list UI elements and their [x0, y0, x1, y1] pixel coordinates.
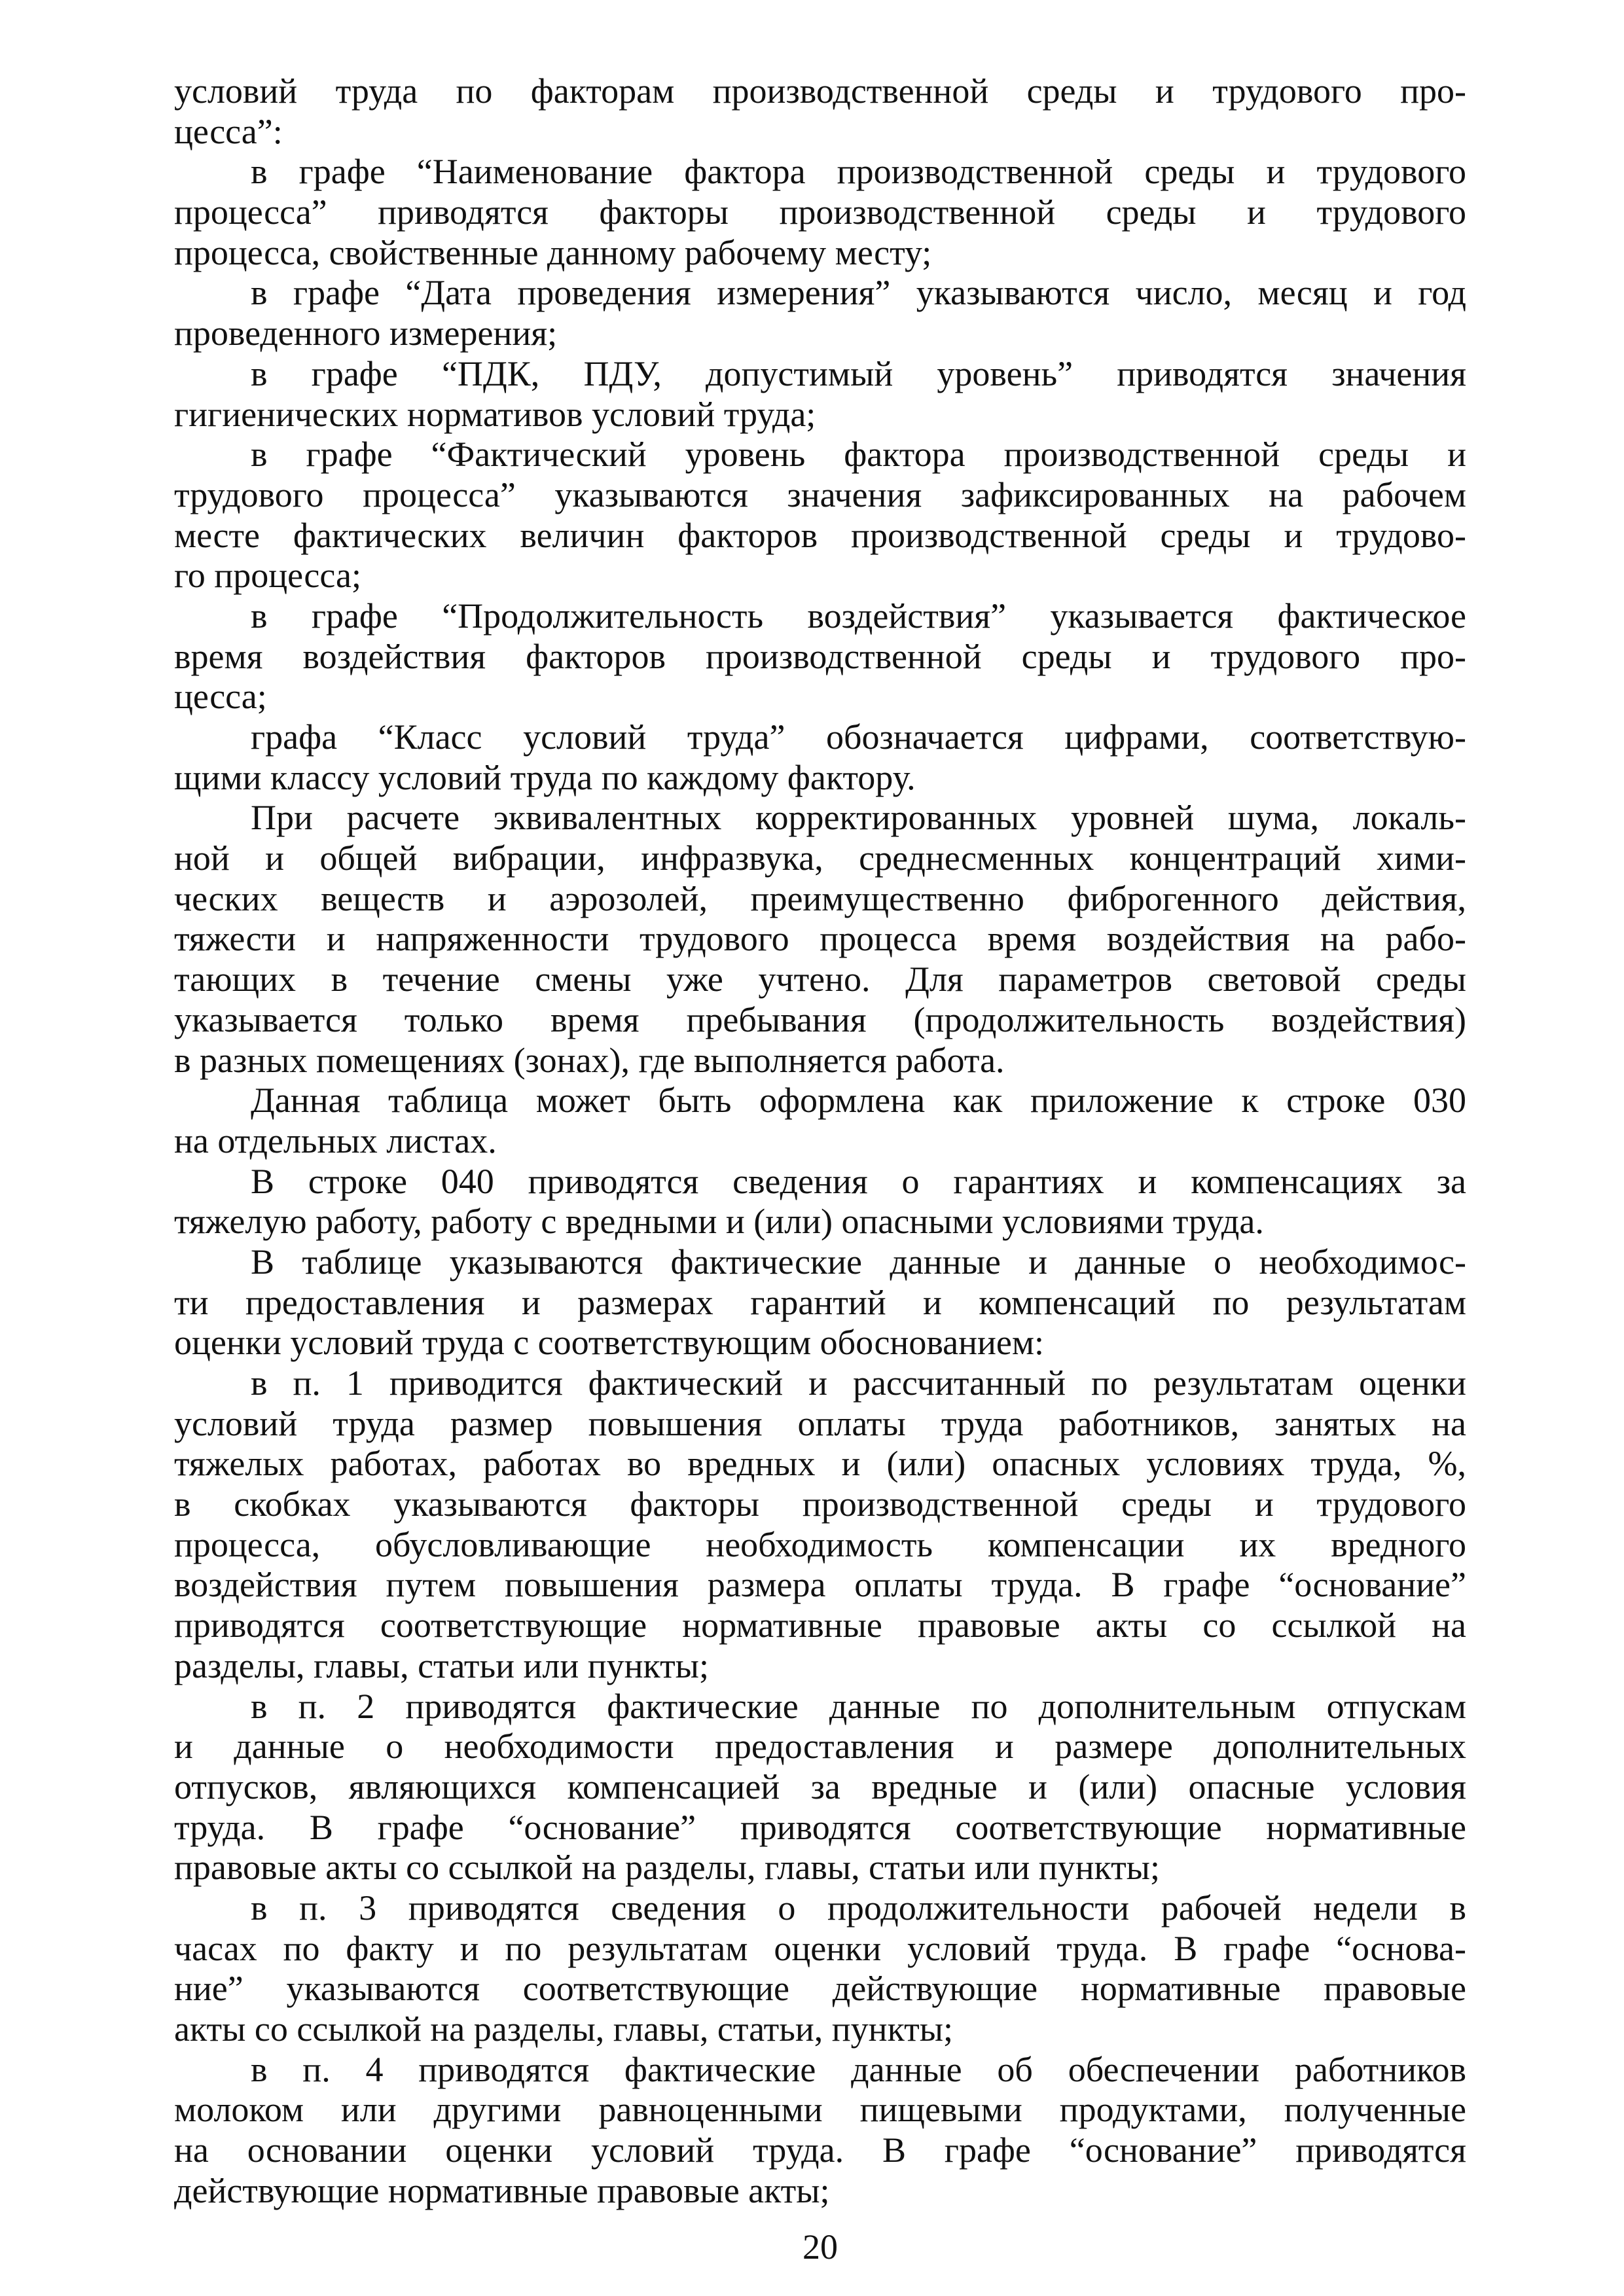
- text-line: в п. 1 приводится фактический и рассчитанный по результатам оценки: [251, 1363, 1466, 1403]
- text-line: тяжести и напряженности трудового процесса время воздействия на рабо-: [174, 919, 1466, 959]
- text-line: часах по факту и по результатам оценки условий труда. В графе “основа-: [174, 1928, 1466, 1968]
- paragraph: [174, 1888, 1466, 2050]
- text-line: проведенного измерения;: [174, 314, 558, 353]
- text-line: графа “Класс условий труда” обозначается цифрами, соответствую-: [251, 717, 1466, 757]
- paragraph: [174, 1081, 1466, 1161]
- text-line: в п. 3 приводятся сведения о продолжительности рабочей недели в: [251, 1888, 1466, 1928]
- text-line: процесса, обусловливающие необходимость компенсации их вредного: [174, 1524, 1466, 1564]
- text-line: При расчете эквивалентных корректированных уровней шума, локаль-: [251, 798, 1466, 838]
- paragraph: [174, 1687, 1466, 1888]
- text-line: условий труда по факторам производственной среды и трудового про-: [174, 71, 1466, 111]
- paragraph: [174, 1162, 1466, 1242]
- text-line: В строке 040 приводятся сведения о гарантиях и компенсациях за: [251, 1161, 1466, 1201]
- text-line: цесса”:: [174, 111, 283, 151]
- paragraph: [174, 798, 1466, 1081]
- body-text: [174, 71, 1466, 2211]
- text-line: щими классу условий труда по каждому фактору.: [174, 757, 916, 797]
- text-line: в скобках указываются факторы производственной среды и трудового: [174, 1484, 1466, 1524]
- text-line: гигиенических нормативов условий труда;: [174, 394, 816, 434]
- text-line: ческих веществ и аэрозолей, преимущественно фиброгенного действия,: [174, 878, 1466, 918]
- text-line: разделы, главы, статьи или пункты;: [174, 1645, 709, 1685]
- paragraph: [174, 273, 1466, 353]
- text-line: в графе “Дата проведения измерения” указываются число, месяц и год: [251, 273, 1466, 313]
- text-line: отпусков, являющихся компенсацией за вредные и (или) опасные условия: [174, 1767, 1466, 1806]
- text-line: в п. 2 приводятся фактические данные по дополнительным отпускам: [251, 1686, 1466, 1726]
- text-line: на отдельных листах.: [174, 1121, 497, 1160]
- paragraph: [174, 717, 1466, 798]
- paragraph: [174, 1242, 1466, 1363]
- text-line: ной и общей вибрации, инфразвука, среднесменных концентраций хими-: [174, 838, 1466, 878]
- text-line: в графе “Фактический уровень фактора производственной среды и: [251, 435, 1466, 475]
- text-line: правовые акты со ссылкой на разделы, главы, статьи или пункты;: [174, 1848, 1160, 1888]
- paragraph: [174, 1363, 1466, 1687]
- text-line: условий труда размер повышения оплаты труда работников, занятых на: [174, 1403, 1466, 1443]
- text-line: цесса;: [174, 677, 267, 717]
- text-line: в графе “Продолжительность воздействия” указывается фактическое: [251, 596, 1466, 636]
- text-line: оценки условий труда с соответствующим обоснованием:: [174, 1323, 1045, 1363]
- paragraph: [174, 152, 1466, 273]
- text-line: и данные о необходимости предоставления и размере дополнительных: [174, 1727, 1466, 1767]
- paragraph: [174, 435, 1466, 596]
- text-line: В таблице указываются фактические данные и данные о необходимос-: [251, 1242, 1466, 1282]
- text-line: на основании оценки условий труда. В графе “основание” приводятся: [174, 2130, 1466, 2170]
- text-line: в разных помещениях (зонах), где выполняется работа.: [174, 1040, 1005, 1080]
- text-line: указывается только время пребывания (продолжительность воздействия): [174, 999, 1466, 1039]
- text-line: процесса” приводятся факторы производственной среды и трудового: [174, 192, 1466, 232]
- paragraph: [174, 2050, 1466, 2212]
- text-line: ти предоставления и размерах гарантий и компенсаций по результатам: [174, 1282, 1466, 1322]
- text-line: месте фактических величин факторов производственной среды и трудово-: [174, 515, 1466, 555]
- text-line: в графе “Наименование фактора производственной среды и трудового: [251, 152, 1466, 192]
- text-line: воздействия путем повышения размера оплаты труда. В графе “основание”: [174, 1565, 1466, 1605]
- paragraph: [174, 354, 1466, 435]
- text-line: в п. 4 приводятся фактические данные об обеспечении работников: [251, 2049, 1466, 2089]
- text-line: Данная таблица может быть оформлена как приложение к строке 030: [251, 1081, 1466, 1121]
- text-line: приводятся соответствующие нормативные правовые акты со ссылкой на: [174, 1605, 1466, 1645]
- paragraph: [174, 71, 1466, 152]
- text-line: труда. В графе “основание” приводятся соответствующие нормативные: [174, 1807, 1466, 1847]
- text-line: в графе “ПДК, ПДУ, допустимый уровень” приводятся значения: [251, 353, 1466, 393]
- text-line: го процесса;: [174, 556, 361, 596]
- text-line: действующие нормативные правовые акты;: [174, 2170, 830, 2210]
- text-line: процесса, свойственные данному рабочему месту;: [174, 232, 932, 272]
- text-line: тающих в течение смены уже учтено. Для параметров световой среды: [174, 960, 1466, 999]
- text-line: акты со ссылкой на разделы, главы, статьи, пункты;: [174, 2009, 953, 2049]
- text-line: тяжелую работу, работу с вредными и (или) опасными условиями труда.: [174, 1202, 1264, 1242]
- text-line: трудового процесса” указываются значения зафиксированных на рабочем: [174, 475, 1466, 514]
- text-line: время воздействия факторов производственной среды и трудового про-: [174, 636, 1466, 676]
- text-line: ние” указываются соответствующие действующие нормативные правовые: [174, 1969, 1466, 2009]
- page-number: 20: [803, 2227, 838, 2267]
- text-line: тяжелых работах, работах во вредных и (или) опасных условиях труда, %,: [174, 1444, 1466, 1484]
- paragraph: [174, 596, 1466, 717]
- text-line: молоком или другими равноценными пищевыми продуктами, полученные: [174, 2090, 1466, 2130]
